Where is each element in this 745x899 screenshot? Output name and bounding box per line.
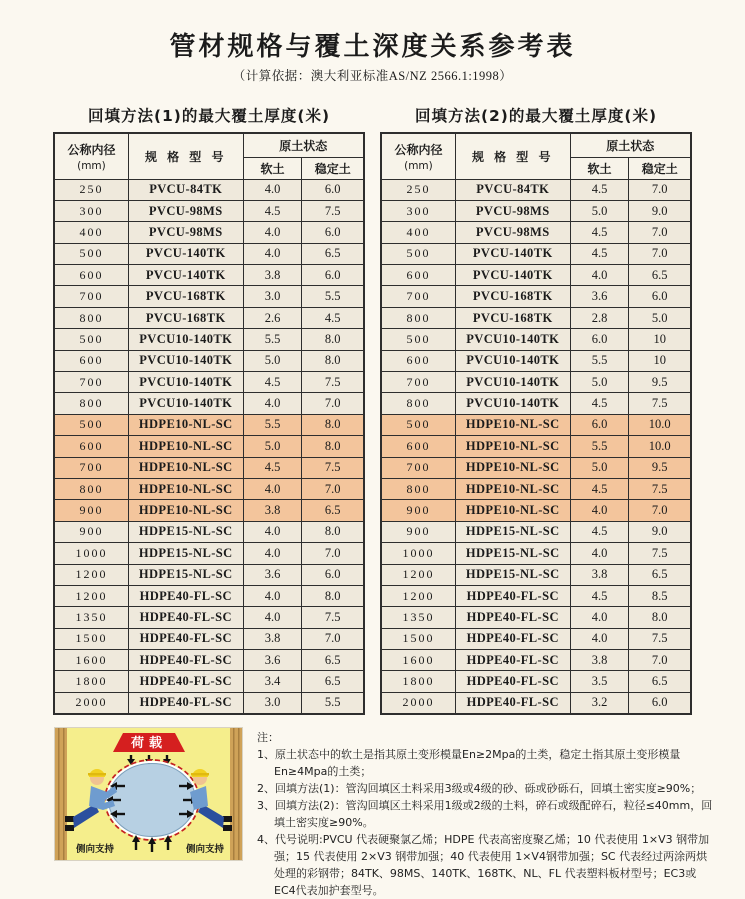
trench-diagram	[55, 728, 242, 860]
lateral-support-label-right: 侧向支持	[185, 843, 225, 855]
spec-cell: PVCU-168TK	[128, 286, 243, 307]
table-row	[381, 350, 691, 371]
table-row	[54, 543, 364, 564]
soft-soil-cell: 4.0	[570, 265, 629, 286]
spec-cell: HDPE10-NL-SC	[128, 436, 243, 457]
diameter-cell: 1600	[381, 650, 455, 671]
diameter-cell: 1500	[54, 628, 128, 649]
stable-soil-cell: 6.5	[629, 671, 691, 692]
stable-soil-cell: 7.5	[629, 478, 691, 499]
col-header-soil-group: 原土状态	[570, 133, 691, 157]
trench-wall-right	[230, 728, 242, 860]
spec-cell: HDPE40-FL-SC	[455, 671, 570, 692]
soft-soil-cell: 3.6	[570, 286, 629, 307]
tables-area	[0, 104, 745, 715]
diameter-cell: 600	[381, 265, 455, 286]
soft-soil-cell: 3.0	[243, 692, 302, 713]
diameter-cell: 800	[54, 307, 128, 328]
soft-soil-cell: 5.0	[570, 372, 629, 393]
table-row	[381, 543, 691, 564]
table-row	[54, 585, 364, 606]
diameter-cell: 2000	[54, 692, 128, 713]
col-header-stable-soil: 稳定土	[629, 157, 691, 179]
diameter-cell: 250	[54, 179, 128, 200]
stable-soil-cell: 8.0	[302, 414, 364, 435]
stable-soil-cell: 10.0	[629, 414, 691, 435]
table-row	[54, 265, 364, 286]
soft-soil-cell: 4.0	[243, 478, 302, 499]
table-row	[54, 243, 364, 264]
soft-soil-cell: 4.5	[570, 393, 629, 414]
spec-cell: HDPE40-FL-SC	[455, 585, 570, 606]
diameter-cell: 900	[381, 521, 455, 542]
diameter-cell: 700	[54, 286, 128, 307]
diameter-cell: 600	[381, 436, 455, 457]
diameter-cell: 900	[54, 521, 128, 542]
spec-cell: HDPE10-NL-SC	[455, 436, 570, 457]
col-header-soft-soil: 软土	[570, 157, 629, 179]
diameter-cell: 1500	[381, 628, 455, 649]
diameter-cell: 1000	[54, 543, 128, 564]
diameter-cell: 500	[381, 414, 455, 435]
table-row	[381, 521, 691, 542]
spec-cell: HDPE15-NL-SC	[128, 543, 243, 564]
stable-soil-cell: 8.0	[302, 329, 364, 350]
table-row	[54, 179, 364, 200]
soft-soil-cell: 4.5	[570, 179, 629, 200]
table-row	[381, 414, 691, 435]
table-row	[54, 393, 364, 414]
diameter-cell: 700	[54, 372, 128, 393]
backfill-method-2-block	[380, 104, 692, 715]
spec-cell: PVCU10-140TK	[128, 329, 243, 350]
stable-soil-cell: 6.0	[302, 222, 364, 243]
stable-soil-cell: 10	[629, 350, 691, 371]
stable-soil-cell: 5.5	[302, 286, 364, 307]
soft-soil-cell: 5.5	[243, 329, 302, 350]
spec-cell: HDPE40-FL-SC	[128, 692, 243, 713]
table-row	[54, 500, 364, 521]
diameter-cell: 700	[381, 372, 455, 393]
soft-soil-cell: 5.0	[570, 457, 629, 478]
col-header-diameter-unit: (mm)	[404, 159, 433, 172]
diameter-cell: 1350	[54, 607, 128, 628]
soft-soil-cell: 3.8	[570, 564, 629, 585]
table-row	[54, 521, 364, 542]
cover-depth-table-1	[53, 132, 365, 715]
spec-cell: PVCU-84TK	[455, 179, 570, 200]
col-header-diameter-label: 公称内径	[67, 142, 116, 157]
table-row	[54, 607, 364, 628]
spec-cell: HDPE40-FL-SC	[128, 650, 243, 671]
stable-soil-cell: 8.0	[302, 585, 364, 606]
diameter-cell: 800	[54, 478, 128, 499]
diameter-cell: 600	[54, 350, 128, 371]
table-row	[54, 222, 364, 243]
diameter-cell: 400	[54, 222, 128, 243]
spec-cell: HDPE15-NL-SC	[128, 521, 243, 542]
table-row	[381, 286, 691, 307]
stable-soil-cell: 8.0	[302, 350, 364, 371]
spec-cell: HDPE40-FL-SC	[455, 650, 570, 671]
soft-soil-cell: 3.0	[243, 286, 302, 307]
table-row	[54, 350, 364, 371]
table-row	[381, 329, 691, 350]
table-row	[381, 692, 691, 713]
stable-soil-cell: 4.5	[302, 307, 364, 328]
table-row	[381, 585, 691, 606]
table-row	[381, 179, 691, 200]
diameter-cell: 900	[54, 500, 128, 521]
soft-soil-cell: 4.0	[243, 585, 302, 606]
soft-soil-cell: 4.5	[570, 585, 629, 606]
table-row	[54, 692, 364, 713]
soft-soil-cell: 4.0	[243, 521, 302, 542]
stable-soil-cell: 7.0	[629, 650, 691, 671]
table-row	[381, 650, 691, 671]
table-row	[381, 564, 691, 585]
soft-soil-cell: 5.5	[570, 436, 629, 457]
table-1-title: 回填方法(1)的最大覆土厚度(米)	[87, 107, 331, 125]
table-row	[54, 457, 364, 478]
table-row	[381, 671, 691, 692]
spec-cell: PVCU10-140TK	[128, 393, 243, 414]
spec-cell: PVCU-98MS	[128, 222, 243, 243]
spec-cell: HDPE40-FL-SC	[128, 585, 243, 606]
soft-soil-cell: 4.5	[570, 243, 629, 264]
notes-label: 注：	[257, 730, 279, 744]
diameter-cell: 1200	[381, 585, 455, 606]
diameter-cell: 2000	[381, 692, 455, 713]
stable-soil-cell: 6.5	[629, 564, 691, 585]
soft-soil-cell: 3.6	[243, 564, 302, 585]
spec-cell: HDPE10-NL-SC	[455, 414, 570, 435]
diameter-cell: 900	[381, 500, 455, 521]
table-row	[381, 628, 691, 649]
note-item-4: 4、代号说明:PVCU 代表硬聚氯乙烯；HDPE 代表高密度聚乙烯；10 代表使用 1×V3 钢带加强；15 代表使用 2×V3 钢带加强；40 代表使用 1×V4钢带加强；SC 代表经过两涂两烘处理的彩钢带；84TK、98MS、140TK、168TK、NL、FL 代表塑料板材型号；EC3或EC4代表加护套型号。	[257, 833, 710, 898]
soft-soil-cell: 3.8	[243, 628, 302, 649]
diameter-cell: 400	[381, 222, 455, 243]
stable-soil-cell: 7.5	[302, 200, 364, 221]
diameter-cell: 800	[54, 393, 128, 414]
spec-cell: PVCU-84TK	[128, 179, 243, 200]
spec-cell: PVCU-98MS	[455, 222, 570, 243]
table-2-title: 回填方法(2)的最大覆土厚度(米)	[414, 107, 658, 125]
stable-soil-cell: 7.5	[302, 372, 364, 393]
soft-soil-cell: 5.0	[243, 436, 302, 457]
spec-cell: PVCU-98MS	[128, 200, 243, 221]
stable-soil-cell: 7.5	[629, 628, 691, 649]
table-row	[54, 286, 364, 307]
diameter-cell: 500	[54, 243, 128, 264]
spec-cell: PVCU-140TK	[128, 265, 243, 286]
table-row	[54, 564, 364, 585]
spec-cell: HDPE40-FL-SC	[128, 607, 243, 628]
spec-cell: PVCU10-140TK	[455, 350, 570, 371]
stable-soil-cell: 7.0	[629, 222, 691, 243]
diameter-cell: 700	[381, 457, 455, 478]
spec-cell: PVCU10-140TK	[128, 372, 243, 393]
trench-wall-left	[55, 728, 67, 860]
soft-soil-cell: 3.6	[243, 650, 302, 671]
stable-soil-cell: 8.0	[302, 436, 364, 457]
stable-soil-cell: 9.0	[629, 200, 691, 221]
spec-cell: HDPE10-NL-SC	[455, 457, 570, 478]
stable-soil-cell: 9.5	[629, 457, 691, 478]
diameter-cell: 800	[381, 307, 455, 328]
table-row	[381, 372, 691, 393]
soft-soil-cell: 5.5	[570, 350, 629, 371]
table-row	[381, 478, 691, 499]
diameter-cell: 1800	[54, 671, 128, 692]
diameter-cell: 1200	[381, 564, 455, 585]
spec-cell: PVCU-140TK	[455, 265, 570, 286]
table-row	[381, 393, 691, 414]
col-header-soft-soil: 软土	[243, 157, 302, 179]
spec-cell: HDPE10-NL-SC	[128, 414, 243, 435]
stable-soil-cell: 6.5	[302, 650, 364, 671]
table-row	[54, 436, 364, 457]
table-row	[54, 200, 364, 221]
stable-soil-cell: 6.0	[629, 286, 691, 307]
soft-soil-cell: 5.5	[243, 414, 302, 435]
stable-soil-cell: 7.0	[629, 243, 691, 264]
soft-soil-cell: 4.5	[570, 521, 629, 542]
backfill-method-1-block	[53, 104, 365, 715]
stable-soil-cell: 8.0	[302, 521, 364, 542]
soft-soil-cell: 6.0	[570, 329, 629, 350]
spec-cell: PVCU-168TK	[128, 307, 243, 328]
stable-soil-cell: 10.0	[629, 436, 691, 457]
stable-soil-cell: 6.0	[302, 564, 364, 585]
page-title: 管材规格与覆土深度关系参考表	[169, 32, 576, 62]
stable-soil-cell: 7.0	[629, 500, 691, 521]
spec-cell: PVCU-140TK	[128, 243, 243, 264]
diameter-cell: 1600	[54, 650, 128, 671]
spec-cell: PVCU-168TK	[455, 307, 570, 328]
stable-soil-cell: 7.0	[302, 393, 364, 414]
note-item-1: 1、原土状态中的软土是指其原土变形模量En≥2Mpa的土类，稳定土指其原土变形模量En≥4Mpa的土类；	[257, 747, 681, 778]
spec-cell: HDPE15-NL-SC	[455, 521, 570, 542]
stable-soil-cell: 9.5	[629, 372, 691, 393]
table-row	[381, 607, 691, 628]
table-row	[54, 478, 364, 499]
stable-soil-cell: 7.5	[629, 393, 691, 414]
spec-cell: PVCU10-140TK	[455, 393, 570, 414]
soft-soil-cell: 3.8	[243, 265, 302, 286]
soft-soil-cell: 4.0	[570, 543, 629, 564]
spec-cell: PVCU10-140TK	[455, 372, 570, 393]
diameter-cell: 700	[54, 457, 128, 478]
soft-soil-cell: 6.0	[570, 414, 629, 435]
soft-soil-cell: 4.0	[243, 222, 302, 243]
stable-soil-cell: 7.5	[629, 543, 691, 564]
stable-soil-cell: 9.0	[629, 521, 691, 542]
stable-soil-cell: 7.0	[302, 478, 364, 499]
col-header-diameter	[54, 133, 128, 179]
stable-soil-cell: 6.5	[629, 265, 691, 286]
soft-soil-cell: 4.0	[570, 500, 629, 521]
diameter-cell: 500	[381, 243, 455, 264]
table-row	[381, 200, 691, 221]
spec-cell: HDPE40-FL-SC	[128, 628, 243, 649]
table-row	[54, 329, 364, 350]
diameter-cell: 1000	[381, 543, 455, 564]
soft-soil-cell: 5.0	[570, 200, 629, 221]
soft-soil-cell: 4.0	[243, 393, 302, 414]
soft-soil-cell: 5.0	[243, 350, 302, 371]
soft-soil-cell: 4.0	[243, 607, 302, 628]
spec-cell: HDPE40-FL-SC	[455, 628, 570, 649]
table-row	[381, 265, 691, 286]
soft-soil-cell: 4.5	[243, 200, 302, 221]
lateral-support-label-left: 侧向支持	[75, 843, 115, 855]
stable-soil-cell: 5.5	[302, 692, 364, 713]
soft-soil-cell: 4.0	[570, 607, 629, 628]
soft-soil-cell: 4.0	[570, 628, 629, 649]
stable-soil-cell: 8.5	[629, 585, 691, 606]
diameter-cell: 1350	[381, 607, 455, 628]
spec-cell: HDPE10-NL-SC	[128, 457, 243, 478]
diameter-cell: 1800	[381, 671, 455, 692]
diameter-cell: 250	[381, 179, 455, 200]
soft-soil-cell: 4.5	[570, 222, 629, 243]
spec-cell: HDPE15-NL-SC	[128, 564, 243, 585]
table-row	[381, 222, 691, 243]
stable-soil-cell: 6.0	[302, 179, 364, 200]
stable-soil-cell: 6.0	[302, 265, 364, 286]
diameter-cell: 800	[381, 393, 455, 414]
col-header-spec: 规 格 型 号	[455, 133, 570, 179]
spec-cell: HDPE15-NL-SC	[455, 564, 570, 585]
diameter-cell: 500	[54, 329, 128, 350]
spec-cell: PVCU10-140TK	[455, 329, 570, 350]
table-row	[381, 457, 691, 478]
spec-cell: HDPE40-FL-SC	[128, 671, 243, 692]
col-header-diameter-label: 公称内径	[394, 142, 443, 157]
soft-soil-cell: 3.8	[570, 650, 629, 671]
pipe-cross-section	[109, 763, 196, 836]
spec-cell: HDPE10-NL-SC	[455, 478, 570, 499]
table-2-body	[381, 179, 691, 714]
col-header-soil-group: 原土状态	[243, 133, 364, 157]
col-header-diameter	[381, 133, 455, 179]
soft-soil-cell: 3.2	[570, 692, 629, 713]
table-row	[381, 436, 691, 457]
col-header-diameter-unit: (mm)	[77, 159, 106, 172]
soft-soil-cell: 4.5	[243, 457, 302, 478]
spec-cell: HDPE40-FL-SC	[455, 692, 570, 713]
table-row	[54, 307, 364, 328]
diameter-cell: 600	[54, 265, 128, 286]
soft-soil-cell: 3.5	[570, 671, 629, 692]
spec-cell: HDPE15-NL-SC	[455, 543, 570, 564]
diameter-cell: 1200	[54, 585, 128, 606]
table-row	[54, 671, 364, 692]
soft-soil-cell: 2.8	[570, 307, 629, 328]
stable-soil-cell: 7.0	[302, 543, 364, 564]
col-header-spec: 规 格 型 号	[128, 133, 243, 179]
soft-soil-cell: 4.5	[243, 372, 302, 393]
spec-cell: HDPE10-NL-SC	[128, 478, 243, 499]
page-subtitle: （计算依据：澳大利亚标准AS/NZ 2566.1:1998）	[232, 69, 513, 83]
table-row	[54, 628, 364, 649]
diameter-cell: 700	[381, 286, 455, 307]
spec-cell: HDPE10-NL-SC	[128, 500, 243, 521]
diameter-cell: 800	[381, 478, 455, 499]
table-row	[381, 500, 691, 521]
notes	[257, 727, 717, 899]
cover-depth-table-2	[380, 132, 692, 715]
bottom-area	[0, 727, 745, 899]
soft-soil-cell: 3.8	[243, 500, 302, 521]
load-label: 荷载	[130, 735, 168, 751]
stable-soil-cell: 6.5	[302, 243, 364, 264]
stable-soil-cell: 10	[629, 329, 691, 350]
table-1-body	[54, 179, 364, 714]
note-item-2: 2、回填方法(1)：管沟回填区土料采用3级或4级的砂、砾或砂砾石，回填土密实度≥90%；	[257, 781, 702, 795]
spec-cell: PVCU10-140TK	[128, 350, 243, 371]
spec-cell: HDPE40-FL-SC	[455, 607, 570, 628]
col-header-stable-soil: 稳定土	[302, 157, 364, 179]
stable-soil-cell: 5.0	[629, 307, 691, 328]
table-row	[381, 307, 691, 328]
stable-soil-cell: 8.0	[629, 607, 691, 628]
table-row	[54, 414, 364, 435]
soft-soil-cell: 4.0	[243, 543, 302, 564]
soft-soil-cell: 4.0	[243, 243, 302, 264]
stable-soil-cell: 7.5	[302, 607, 364, 628]
spec-cell: HDPE10-NL-SC	[455, 500, 570, 521]
diameter-cell: 500	[54, 414, 128, 435]
pipe-load-illustration	[54, 727, 243, 861]
stable-soil-cell: 6.5	[302, 671, 364, 692]
stable-soil-cell: 7.0	[302, 628, 364, 649]
table-row	[54, 372, 364, 393]
soft-soil-cell: 4.0	[243, 179, 302, 200]
diameter-cell: 300	[54, 200, 128, 221]
diameter-cell: 600	[54, 436, 128, 457]
spec-cell: PVCU-168TK	[455, 286, 570, 307]
stable-soil-cell: 7.0	[629, 179, 691, 200]
diameter-cell: 1200	[54, 564, 128, 585]
diameter-cell: 500	[381, 329, 455, 350]
soft-soil-cell: 4.5	[570, 478, 629, 499]
soft-soil-cell: 2.6	[243, 307, 302, 328]
spec-cell: PVCU-140TK	[455, 243, 570, 264]
stable-soil-cell: 6.5	[302, 500, 364, 521]
stable-soil-cell: 6.0	[629, 692, 691, 713]
soft-soil-cell: 3.4	[243, 671, 302, 692]
table-row	[381, 243, 691, 264]
spec-cell: PVCU-98MS	[455, 200, 570, 221]
note-item-3: 3、回填方法(2)：管沟回填区土料采用1级或2级的土料，碎石或级配碎石，粒径≤40mm，回填土密实度≥90%。	[257, 798, 713, 829]
diameter-cell: 600	[381, 350, 455, 371]
stable-soil-cell: 7.5	[302, 457, 364, 478]
diameter-cell: 300	[381, 200, 455, 221]
table-row	[54, 650, 364, 671]
